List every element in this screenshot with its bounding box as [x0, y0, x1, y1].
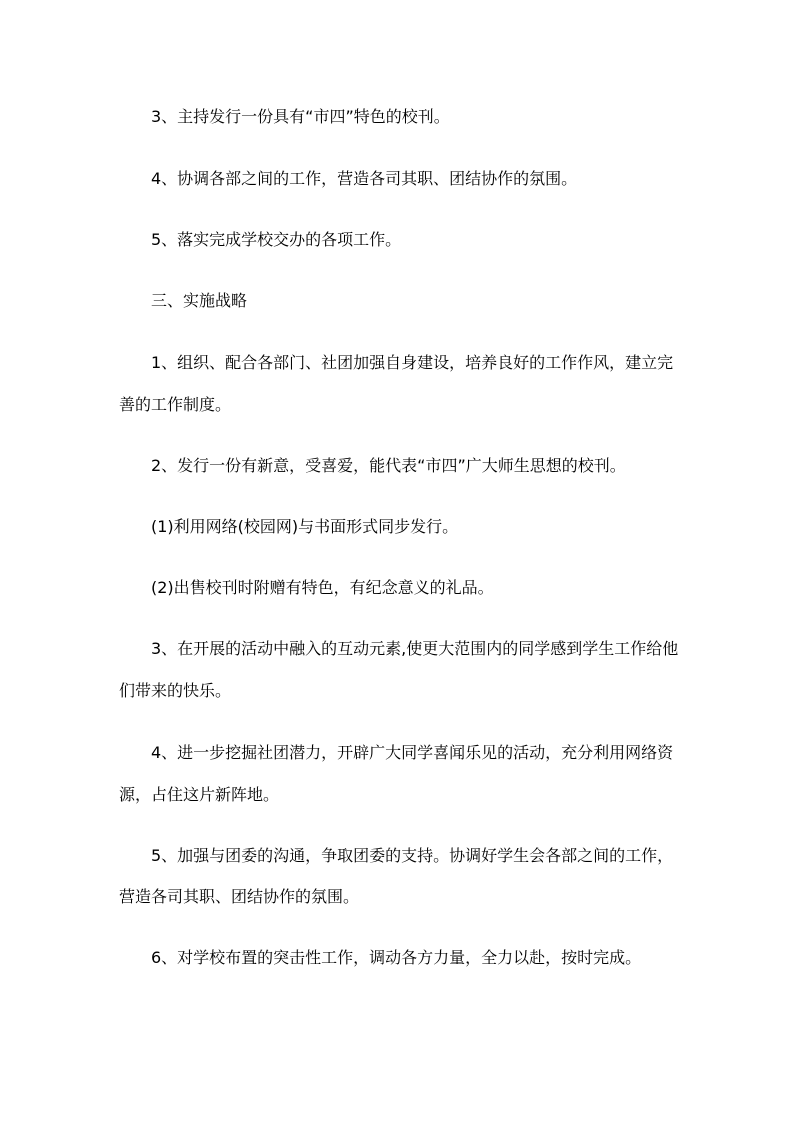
strategy-3-line-2: 们带来的快乐。	[119, 681, 232, 700]
strategy-5-line-1: 5、加强与团委的沟通，争取团委的支持。协调好学生会各部之间的工作，	[151, 846, 674, 865]
strategy-4-line-2: 源，占住这片新阵地。	[119, 785, 280, 804]
strategy-2-sub-1: (1)利用网络(校园网)与书面形式同步发行。	[151, 517, 459, 536]
strategy-3-line-1: 3、在开展的活动中融入的互动元素,使更大范围内的同学感到学生工作给他	[151, 639, 679, 658]
strategy-4-line-1: 4、进一步挖掘社团潜力，开辟广大同学喜闻乐见的活动，充分利用网络资	[151, 743, 674, 762]
item-4-coordinate-departments: 4、协调各部之间的工作，营造各司其职、团结协作的氛围。	[151, 169, 578, 188]
item-3-publish-journal: 3、主持发行一份具有“市四”特色的校刊。	[151, 107, 450, 126]
item-5-school-tasks: 5、落实完成学校交办的各项工作。	[151, 230, 402, 249]
strategy-6: 6、对学校布置的突击性工作，调动各方力量，全力以赴，按时完成。	[151, 948, 642, 967]
strategy-1-line-1: 1、组织、配合各部门、社团加强自身建设，培养良好的工作作风，建立完	[151, 353, 674, 372]
strategy-2: 2、发行一份有新意，受喜爱，能代表“市四”广大师生思想的校刊。	[151, 456, 626, 475]
section-heading-strategy: 三、实施战略	[151, 291, 248, 310]
strategy-5-line-2: 营造各司其职、团结协作的氛围。	[119, 887, 360, 906]
strategy-2-sub-2: (2)出售校刊时附赠有特色，有纪念意义的礼品。	[151, 578, 494, 597]
strategy-1-line-2: 善的工作制度。	[119, 395, 232, 414]
